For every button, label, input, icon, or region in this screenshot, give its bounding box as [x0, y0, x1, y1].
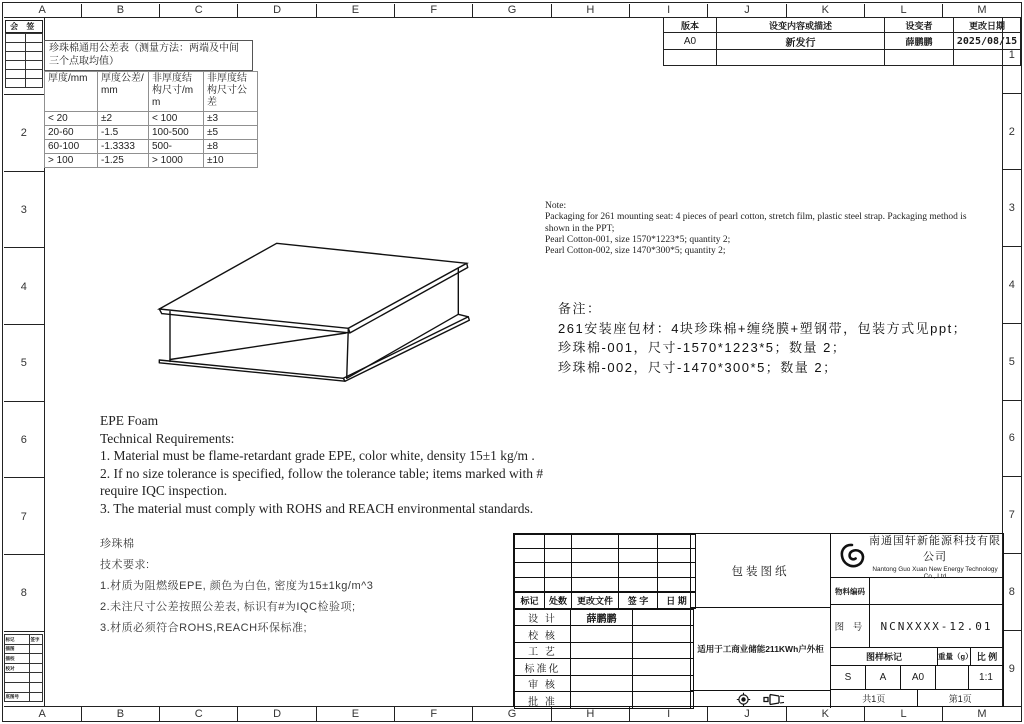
row-label: 2 [1003, 93, 1021, 170]
material-code-value [870, 578, 1003, 604]
col-label: B [82, 4, 160, 18]
tolerance-header: 厚度/mm [45, 72, 98, 112]
projection-target-icon [736, 692, 751, 707]
right-margin [1002, 17, 1021, 707]
top-coordinate-strip [4, 4, 1021, 19]
col-label: L [865, 4, 943, 18]
drawing-number-label: 图 号 [831, 605, 870, 647]
col-label: H [552, 4, 630, 18]
col-label: J [708, 707, 786, 721]
col-label: I [630, 4, 708, 18]
col-label: C [160, 707, 238, 721]
scale-label: 比 例 [976, 652, 998, 662]
col-label: B [82, 707, 160, 721]
title-block [513, 533, 1004, 707]
col-label: G [473, 4, 551, 18]
col-label: F [395, 707, 473, 721]
tolerance-header: 非厚度结构尺寸公差 [204, 72, 258, 112]
row-label: 8 [1003, 553, 1021, 630]
col-label: J [708, 4, 786, 18]
mark-weight-scale-headers [831, 648, 1003, 666]
row-label: 7 [1003, 476, 1021, 553]
row-label: 3 [4, 171, 45, 249]
mark-label: 图样标记 [831, 648, 938, 665]
company-banner [831, 534, 1003, 578]
countersign-block [4, 20, 45, 88]
bottom-coordinate-strip [4, 706, 1021, 721]
col-label: D [238, 707, 316, 721]
row-label: 6 [4, 401, 45, 479]
row-label: 5 [4, 324, 45, 402]
scale-value: 1:1 [979, 672, 993, 683]
tolerance-table: 厚度/mm 厚度公差/mm 非厚度结构尺寸/mm 非厚度结构尺寸公差 < 20 ±2 < 100 ±3 20-60 -1.5 100-500 ±5 60-100 -1.3333 500- ±8 > 100 -1.25 > 1000 ±10 [44, 71, 258, 168]
col-label: E [317, 707, 395, 721]
material-code-row [831, 578, 1003, 605]
col-label: F [395, 4, 473, 18]
row-label: 3 [1003, 169, 1021, 246]
mark-weight-scale-values [831, 666, 1003, 690]
col-label: I [630, 707, 708, 721]
application-scope: 适用于工商业储能211KWh户外柜 [691, 608, 830, 691]
company-name: 南通国轩新能源科技有限公司 Nantong Guo Xuan New Energy Technology Co., Ltd [869, 534, 1001, 580]
tolerance-table-block [44, 40, 258, 168]
title-block-approvals [514, 534, 691, 708]
col-label: D [238, 4, 316, 18]
row-label: 8 [4, 554, 45, 632]
revision-author: 薛鹏鹏 [885, 33, 954, 50]
material-code-label: 物料编码 [831, 578, 870, 604]
title-block-middle [691, 534, 831, 708]
row-label: 5 [1003, 323, 1021, 400]
isometric-foam-drawing [130, 210, 500, 400]
weight-value [936, 666, 969, 689]
revision-table: 版本 设变内容或描述 设变者 更改日期 A0 新发行 薛鹏鹏 2025/08/15 [663, 17, 1021, 66]
row-label: 1 [1008, 48, 1015, 61]
page-info-row [831, 690, 1003, 707]
weight-label: 重量（g） [938, 648, 971, 665]
note-english: Note: Packaging for 261 mounting seat: 4 pieces of pearl cotton, stretch film, plastic steel strap. Packaging method is shown in the PPT; Pearl Cotton-001, size 1570*1223*5; quantity 2; Pearl Cotton-002, size 1470*300*5; quantity 2; [545, 201, 967, 257]
col-label: M [977, 707, 987, 720]
tolerance-table-title: 珍珠棉通用公差表（测量方法：两端及中间三个点取均值） [44, 40, 253, 71]
col-label: A [4, 707, 82, 721]
tolerance-header: 非厚度结构尺寸/mm [149, 72, 204, 112]
corner-signature-table: 标记 签字 描图 描校 校对 底图号 [4, 634, 43, 702]
countersign-label: 会 签 [5, 20, 44, 33]
col-label: H [552, 707, 630, 721]
col-label: G [473, 707, 551, 721]
note-chinese: 备注： 261安装座包材：4块珍珠棉+缠绕膜+塑钢带，包装方式见ppt； 珍珠棉-001，尺寸-1570*1223*5；数量 2； 珍珠棉-002，尺寸-1470*300*5；数量 2； [558, 301, 968, 375]
page-number: 第1页 [948, 694, 972, 704]
col-label: K [787, 4, 865, 18]
tolerance-header: 厚度公差/mm [98, 72, 149, 112]
revision-date: 2025/08/15 [954, 33, 1021, 50]
approval-rows: 设 计 薛鹏鹏 校 核 工 艺 标准化 审 核 批 准 [514, 609, 694, 709]
col-label: M [977, 4, 987, 17]
left-margin [4, 17, 46, 707]
col-label: E [317, 4, 395, 18]
total-pages: 共1页 [831, 690, 918, 707]
drawing-number-value: NCNXXXX-12.01 [880, 619, 993, 633]
drawing-number-row [831, 605, 1003, 648]
change-record-grid [514, 534, 696, 592]
row-label: 4 [4, 247, 45, 325]
technical-requirements-chinese: 珍珠棉 技术要求: 1.材质为阻燃级EPE, 颜色为白色, 密度为15±1kg/m^3 2.未注尺寸公差按照公差表, 标识有#为IQC检验项; 3.材质必须符合ROHS,REACH环保标准; [100, 538, 374, 634]
projection-symbols [691, 691, 830, 708]
mark-value: A [866, 666, 901, 689]
mark-value: S [831, 666, 866, 689]
change-record-headers: 标记 处数 更改文件 签 字 日 期 [514, 592, 696, 609]
mark-value: A0 [901, 666, 936, 689]
col-label: A [4, 4, 82, 18]
revision-version: A0 [664, 33, 717, 50]
title-block-right [831, 534, 1003, 708]
col-label: L [865, 707, 943, 721]
technical-requirements-english: EPE Foam Technical Requirements: 1. Material must be flame-retardant grade EPE, color white, density 15±1 kg/m . 2. If no size tolerance is specified, follow the tolerance table; items marked with # require IQC inspection. 3. The material must comply with ROHS and REACH environmental standards. [100, 413, 544, 516]
row-label: 4 [1003, 246, 1021, 323]
drawing-type: 包装图纸 [691, 534, 830, 608]
row-label: 9 [1003, 630, 1021, 707]
company-logo-icon [837, 541, 867, 571]
row-label: 2 [4, 94, 45, 172]
row-label: 7 [4, 477, 45, 555]
col-label: K [787, 707, 865, 721]
row-label: 6 [1003, 400, 1021, 477]
countersign-grid [5, 33, 43, 88]
revision-desc: 新发行 [717, 33, 885, 50]
col-label: C [160, 4, 238, 18]
first-angle-projection-icon [763, 693, 785, 706]
